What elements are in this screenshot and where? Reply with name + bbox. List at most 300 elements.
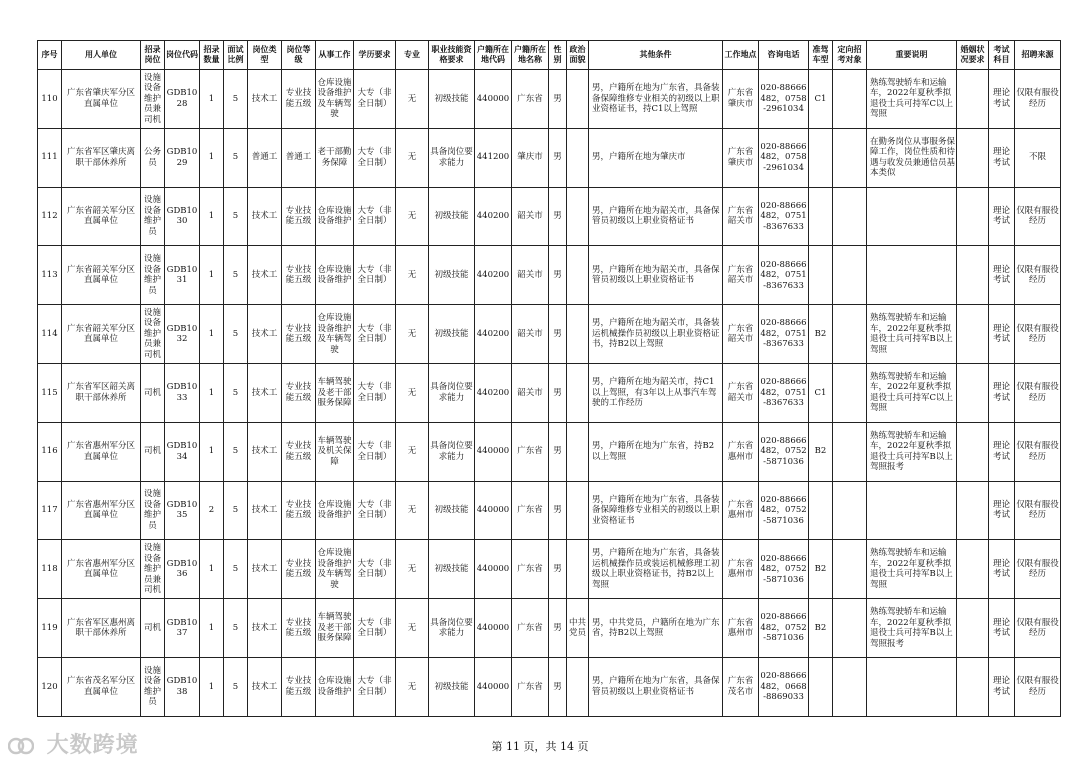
cell-skill-qualification: 初级技能 [429,70,475,129]
cell-interview-ratio: 5 [224,305,248,364]
cell-quota: 1 [200,128,224,187]
watermark-text: 大数跨境 [46,733,139,758]
cell-index: 117 [38,481,62,540]
cell-interview-ratio: 5 [224,363,248,422]
cell-work-location: 广东省肇庆市 [723,128,759,187]
cell-employer: 广东省茂名军分区直属单位 [62,657,141,716]
table-row [38,363,1061,422]
cell-marital-status [957,128,989,187]
cell-employer: 广东省惠州军分区直属单位 [62,540,141,599]
cell-gender: 男 [549,599,567,658]
cell-other-conditions: 男，户籍所在地为广东省，具备装备保障维修专业相关的初级以上职业资格证书，持C1以上驾照 [589,70,723,129]
header-other-conditions: 其他条件 [589,41,723,70]
cell-household-code: 441200 [475,128,512,187]
header-interview-ratio: 面试比例 [224,41,248,70]
cell-exam-subject: 理论考试 [989,540,1015,599]
cell-quota: 2 [200,481,224,540]
cell-license-type: B2 [809,540,833,599]
header-work-location: 工作地点 [723,41,759,70]
cell-education: 大专（非全日制） [354,363,396,422]
cell-recruit-source: 仅限有服役经历 [1015,481,1061,540]
table-row [38,128,1061,187]
table-row [38,481,1061,540]
cell-important-notes [867,657,957,716]
cell-gender: 男 [549,128,567,187]
cell-household-code: 440200 [475,305,512,364]
header-household-name: 户籍所在地名称 [512,41,549,70]
header-contact-phone: 咨询电话 [759,41,809,70]
cell-marital-status [957,363,989,422]
cell-other-conditions: 男，户籍所在地为肇庆市 [589,128,723,187]
header-position: 招录岗位 [141,41,165,70]
cell-position-level: 专业技能五级 [282,540,316,599]
table-row [38,305,1061,364]
cell-employer: 广东省惠州军分区直属单位 [62,481,141,540]
cell-position-code: GDB1029 [165,128,200,187]
cell-position-type: 普通工 [248,128,282,187]
cell-license-type [809,246,833,305]
cell-recruit-source: 仅限有服役经历 [1015,540,1061,599]
cell-other-conditions: 男，中共党员，户籍所在地为广东省，持B2以上驾照 [589,599,723,658]
cell-interview-ratio: 5 [224,128,248,187]
cell-targeted-group [833,128,867,187]
table-row [38,70,1061,129]
cell-interview-ratio: 5 [224,187,248,246]
cell-targeted-group [833,187,867,246]
cell-skill-qualification: 初级技能 [429,657,475,716]
cell-education: 大专（非全日制） [354,657,396,716]
cell-position: 设施设备维护员兼司机 [141,305,165,364]
cell-position-level: 专业技能五级 [282,187,316,246]
cell-contact-phone: 020-88666482，0752-5871036 [759,481,809,540]
cell-political-status: 中共党员 [567,599,589,658]
cell-employer: 广东省韶关军分区直属单位 [62,305,141,364]
table-row [38,540,1061,599]
cell-exam-subject: 理论考试 [989,305,1015,364]
cell-work-duty: 仓库设施设备维护及车辆驾驶 [316,540,354,599]
cell-household-code: 440200 [475,363,512,422]
cell-employer: 广东省军区韶关离职干部休养所 [62,363,141,422]
cell-work-location: 广东省茂名市 [723,657,759,716]
cell-recruit-source: 仅限有服役经历 [1015,422,1061,481]
cell-skill-qualification: 初级技能 [429,481,475,540]
cell-household-code: 440000 [475,422,512,481]
cell-political-status [567,187,589,246]
cell-position-code: GDB1037 [165,599,200,658]
cell-position: 设施设备维护员 [141,657,165,716]
cell-household-code: 440000 [475,657,512,716]
cell-targeted-group [833,70,867,129]
header-targeted-group: 定向招考对象 [833,41,867,70]
header-skill-qualification: 职业技能资格要求 [429,41,475,70]
cell-index: 112 [38,187,62,246]
cell-household-name: 肇庆市 [512,128,549,187]
cell-quota: 1 [200,187,224,246]
header-exam-subject: 考试科目 [989,41,1015,70]
page-footer: 第 11 页，共 14 页 [491,740,589,753]
cell-recruit-source: 仅限有服役经历 [1015,187,1061,246]
cell-education: 大专（非全日制） [354,540,396,599]
cell-license-type: B2 [809,305,833,364]
cell-position-level: 专业技能五级 [282,481,316,540]
cell-work-duty: 仓库设施设备维护及车辆驾驶 [316,305,354,364]
cell-recruit-source: 仅限有服役经历 [1015,599,1061,658]
cell-important-notes: 熟练驾驶轿车和运输车，2022年夏秋季拟退役士兵可持军C以上驾照 [867,363,957,422]
header-gender: 性别 [549,41,567,70]
cell-marital-status [957,481,989,540]
cell-work-location: 广东省韶关市 [723,305,759,364]
cell-index: 114 [38,305,62,364]
cell-important-notes: 熟练驾驶轿车和运输车，2022年夏秋季拟退役士兵可持军B以上驾照 [867,305,957,364]
cell-quota: 1 [200,305,224,364]
cell-important-notes [867,187,957,246]
cell-major: 无 [396,305,429,364]
cell-work-location: 广东省惠州市 [723,599,759,658]
cell-recruit-source: 不限 [1015,128,1061,187]
cell-political-status [567,363,589,422]
header-major: 专业 [396,41,429,70]
cell-exam-subject: 理论考试 [989,422,1015,481]
header-political-status: 政治面貌 [567,41,589,70]
cell-household-code: 440000 [475,599,512,658]
cell-political-status [567,246,589,305]
cell-contact-phone: 020-88666482，0751-8367633 [759,246,809,305]
cell-position-type: 技术工 [248,599,282,658]
cell-exam-subject: 理论考试 [989,657,1015,716]
cell-important-notes: 熟练驾驶轿车和运输车，2022年夏秋季拟退役士兵可持军B以上驾照报考 [867,599,957,658]
cell-exam-subject: 理论考试 [989,128,1015,187]
table-row [38,657,1061,716]
cell-major: 无 [396,70,429,129]
header-household-code: 户籍所在地代码 [475,41,512,70]
cell-employer: 广东省肇庆军分区直属单位 [62,70,141,129]
cell-quota: 1 [200,422,224,481]
cell-interview-ratio: 5 [224,481,248,540]
header-work-duty: 从事工作 [316,41,354,70]
cell-index: 115 [38,363,62,422]
cell-work-location: 广东省韶关市 [723,246,759,305]
cell-employer: 广东省韶关军分区直属单位 [62,246,141,305]
cell-index: 116 [38,422,62,481]
table-row [38,422,1061,481]
cell-education: 大专（非全日制） [354,422,396,481]
cell-important-notes: 熟练驾驶轿车和运输车，2022年夏秋季拟退役士兵可持军C以上驾照 [867,70,957,129]
cell-marital-status [957,246,989,305]
cell-other-conditions: 男，户籍所在地为韶关市，具备装运机械操作员初级以上职业资格证书，持B2以上驾照 [589,305,723,364]
cell-targeted-group [833,363,867,422]
cell-exam-subject: 理论考试 [989,70,1015,129]
cell-education: 大专（非全日制） [354,187,396,246]
cell-position-code: GDB1036 [165,540,200,599]
cell-contact-phone: 020-88666482，0751-8367633 [759,187,809,246]
cell-interview-ratio: 5 [224,599,248,658]
cell-license-type: C1 [809,70,833,129]
cell-position: 设施设备维护员兼司机 [141,70,165,129]
cell-major: 无 [396,422,429,481]
header-position-level: 岗位等级 [282,41,316,70]
cell-position-type: 技术工 [248,187,282,246]
cell-household-code: 440000 [475,70,512,129]
cell-position-level: 专业技能五级 [282,599,316,658]
cell-interview-ratio: 5 [224,540,248,599]
cell-position-level: 专业技能五级 [282,422,316,481]
cell-position-level: 专业技能五级 [282,70,316,129]
cell-position-code: GDB1030 [165,187,200,246]
header-position-code: 岗位代码 [165,41,200,70]
cell-gender: 男 [549,70,567,129]
cell-position-level: 专业技能五级 [282,657,316,716]
cell-gender: 男 [549,540,567,599]
cell-political-status [567,305,589,364]
watermark-logo [8,728,139,759]
cell-targeted-group [833,246,867,305]
cell-marital-status [957,657,989,716]
cell-household-code: 440200 [475,246,512,305]
cell-quota: 1 [200,246,224,305]
cell-work-duty: 仓库设施设备维护 [316,187,354,246]
cell-household-name: 韶关市 [512,246,549,305]
cell-other-conditions: 男，户籍所在地为韶关市，具备保管员初级以上职业资格证书 [589,246,723,305]
cell-household-name: 广东省 [512,481,549,540]
cell-household-code: 440000 [475,540,512,599]
header-marital-status: 婚姻状况要求 [957,41,989,70]
cell-contact-phone: 020-88666482，0751-8367633 [759,305,809,364]
cell-employer: 广东省军区惠州离职干部休养所 [62,599,141,658]
table-body [38,70,1061,717]
cell-position: 司机 [141,599,165,658]
cell-important-notes: 在勤务岗位从事服务保障工作，岗位性质和待遇与收发员兼通信员基本类似 [867,128,957,187]
cell-position-code: GDB1034 [165,422,200,481]
cell-interview-ratio: 5 [224,246,248,305]
cell-position-code: GDB1032 [165,305,200,364]
cell-contact-phone: 020-88666482，0752-5871036 [759,422,809,481]
cell-skill-qualification: 具备岗位要求能力 [429,128,475,187]
cell-important-notes: 熟练驾驶轿车和运输车，2022年夏秋季拟退役士兵可持军B以上驾照 [867,540,957,599]
cell-skill-qualification: 具备岗位要求能力 [429,599,475,658]
cell-contact-phone: 020-88666482，0668-8869033 [759,657,809,716]
cell-position-type: 技术工 [248,657,282,716]
cell-exam-subject: 理论考试 [989,187,1015,246]
cell-gender: 男 [549,422,567,481]
cell-position-level: 专业技能五级 [282,246,316,305]
cell-quota: 1 [200,363,224,422]
cell-position-code: GDB1035 [165,481,200,540]
table-row [38,246,1061,305]
cell-work-location: 广东省惠州市 [723,540,759,599]
cell-position-type: 技术工 [248,246,282,305]
cell-education: 大专（非全日制） [354,70,396,129]
cell-position-type: 技术工 [248,305,282,364]
cell-work-duty: 仓库设施设备维护及车辆驾驶 [316,70,354,129]
cell-gender: 男 [549,363,567,422]
cell-major: 无 [396,128,429,187]
cell-major: 无 [396,187,429,246]
header-quota: 招录数量 [200,41,224,70]
recruitment-table-sheet [37,40,1060,717]
cell-work-location: 广东省韶关市 [723,363,759,422]
cell-major: 无 [396,481,429,540]
cell-important-notes [867,481,957,540]
cell-position-code: GDB1031 [165,246,200,305]
cell-political-status [567,70,589,129]
cell-household-code: 440000 [475,481,512,540]
cell-employer: 广东省惠州军分区直属单位 [62,422,141,481]
cell-gender: 男 [549,657,567,716]
cell-contact-phone: 020-88666482，0751-8367633 [759,363,809,422]
cell-position-type: 技术工 [248,481,282,540]
cell-quota: 1 [200,540,224,599]
cell-contact-phone: 020-88666482，0752-5871036 [759,599,809,658]
cell-gender: 男 [549,187,567,246]
table-header-row [38,41,1061,70]
cell-targeted-group [833,657,867,716]
cell-position-level: 专业技能五级 [282,363,316,422]
cell-position-type: 技术工 [248,70,282,129]
cell-marital-status [957,70,989,129]
header-important-notes: 重要说明 [867,41,957,70]
cell-recruit-source: 仅限有服役经历 [1015,70,1061,129]
cell-work-duty: 仓库设施设备维护 [316,246,354,305]
cell-household-name: 韶关市 [512,187,549,246]
cell-license-type: B2 [809,422,833,481]
cell-license-type [809,481,833,540]
cell-license-type: B2 [809,599,833,658]
cell-index: 118 [38,540,62,599]
cell-recruit-source: 仅限有服役经历 [1015,363,1061,422]
cell-position-code: GDB1028 [165,70,200,129]
cell-position: 设施设备维护员兼司机 [141,540,165,599]
cell-interview-ratio: 5 [224,422,248,481]
cell-position: 公务员 [141,128,165,187]
cell-targeted-group [833,305,867,364]
cell-exam-subject: 理论考试 [989,246,1015,305]
cell-skill-qualification: 初级技能 [429,540,475,599]
cell-position-level: 普通工 [282,128,316,187]
cell-political-status [567,540,589,599]
header-position-type: 岗位类型 [248,41,282,70]
cell-important-notes [867,246,957,305]
cell-work-duty: 老干部勤务保障 [316,128,354,187]
cell-index: 119 [38,599,62,658]
cell-quota: 1 [200,70,224,129]
cell-quota: 1 [200,599,224,658]
cell-recruit-source: 仅限有服役经历 [1015,657,1061,716]
cell-household-name: 广东省 [512,657,549,716]
cell-position: 设施设备维护员 [141,187,165,246]
cell-other-conditions: 男，户籍所在地为广东省，具备装备保障维修专业相关的初级以上职业资格证书 [589,481,723,540]
cell-gender: 男 [549,246,567,305]
cell-gender: 男 [549,305,567,364]
cell-work-duty: 车辆驾驶及老干部服务保障 [316,599,354,658]
cell-education: 大专（非全日制） [354,246,396,305]
cell-major: 无 [396,246,429,305]
cell-gender: 男 [549,481,567,540]
cell-important-notes: 熟练驾驶轿车和运输车，2022年夏秋季拟退役士兵可持军B以上驾照报考 [867,422,957,481]
cell-work-location: 广东省肇庆市 [723,70,759,129]
cell-other-conditions: 男，户籍所在地为广东省，具备保管员初级以上职业资格证书 [589,657,723,716]
cell-household-name: 韶关市 [512,305,549,364]
cell-education: 大专（非全日制） [354,128,396,187]
cell-political-status [567,657,589,716]
cell-license-type [809,128,833,187]
cell-license-type: C1 [809,363,833,422]
cell-major: 无 [396,657,429,716]
recruitment-table [37,40,1061,717]
cell-contact-phone: 020-88666482，0758-2961034 [759,70,809,129]
cell-targeted-group [833,422,867,481]
cell-position-type: 技术工 [248,422,282,481]
cell-major: 无 [396,540,429,599]
cell-skill-qualification: 初级技能 [429,187,475,246]
cell-other-conditions: 男，户籍所在地为广东省，持B2以上驾照 [589,422,723,481]
cell-marital-status [957,187,989,246]
cell-exam-subject: 理论考试 [989,481,1015,540]
cell-household-code: 440200 [475,187,512,246]
cell-education: 大专（非全日制） [354,599,396,658]
cell-recruit-source: 仅限有服役经历 [1015,305,1061,364]
cell-position: 司机 [141,422,165,481]
cell-marital-status [957,540,989,599]
cell-targeted-group [833,540,867,599]
cell-license-type [809,657,833,716]
cell-major: 无 [396,363,429,422]
header-recruit-source: 招聘来源 [1015,41,1061,70]
cell-interview-ratio: 5 [224,70,248,129]
cell-employer: 广东省军区肇庆离职干部休养所 [62,128,141,187]
cell-targeted-group [833,599,867,658]
cell-position-type: 技术工 [248,540,282,599]
cell-other-conditions: 男，户籍所在地为广东省，具备装运机械操作员或装运机械修理工初级以上职业资格证书，持B2以上驾照 [589,540,723,599]
cell-household-name: 广东省 [512,599,549,658]
cell-skill-qualification: 具备岗位要求能力 [429,363,475,422]
cell-position-level: 专业技能五级 [282,305,316,364]
cell-other-conditions: 男，户籍所在地为韶关市，持C1以上驾照，有3年以上从事汽车驾驶的工作经历 [589,363,723,422]
cell-political-status [567,128,589,187]
cell-contact-phone: 020-88666482，0752-5871036 [759,540,809,599]
cell-household-name: 广东省 [512,70,549,129]
cell-work-location: 广东省惠州市 [723,481,759,540]
cell-work-duty: 车辆驾驶及机关保障 [316,422,354,481]
cell-work-duty: 车辆驾驶及老干部服务保障 [316,363,354,422]
cell-other-conditions: 男，户籍所在地为韶关市，具备保管员初级以上职业资格证书 [589,187,723,246]
cell-position: 设施设备维护员 [141,481,165,540]
cell-recruit-source: 仅限有服役经历 [1015,246,1061,305]
cell-position-code: GDB1038 [165,657,200,716]
header-employer: 用人单位 [62,41,141,70]
cell-quota: 1 [200,657,224,716]
cell-index: 120 [38,657,62,716]
cell-work-duty: 仓库设施设备维护 [316,657,354,716]
cell-political-status [567,422,589,481]
cell-education: 大专（非全日制） [354,481,396,540]
table-row [38,187,1061,246]
cell-license-type [809,187,833,246]
cell-targeted-group [833,481,867,540]
cell-position-code: GDB1033 [165,363,200,422]
cell-index: 113 [38,246,62,305]
cell-marital-status [957,599,989,658]
cell-work-duty: 仓库设施设备维护 [316,481,354,540]
cell-employer: 广东省韶关军分区直属单位 [62,187,141,246]
cell-work-location: 广东省惠州市 [723,422,759,481]
cell-work-location: 广东省韶关市 [723,187,759,246]
cell-interview-ratio: 5 [224,657,248,716]
cell-index: 110 [38,70,62,129]
cell-household-name: 韶关市 [512,363,549,422]
cell-political-status [567,481,589,540]
cell-position: 设施设备维护员 [141,246,165,305]
cell-exam-subject: 理论考试 [989,363,1015,422]
